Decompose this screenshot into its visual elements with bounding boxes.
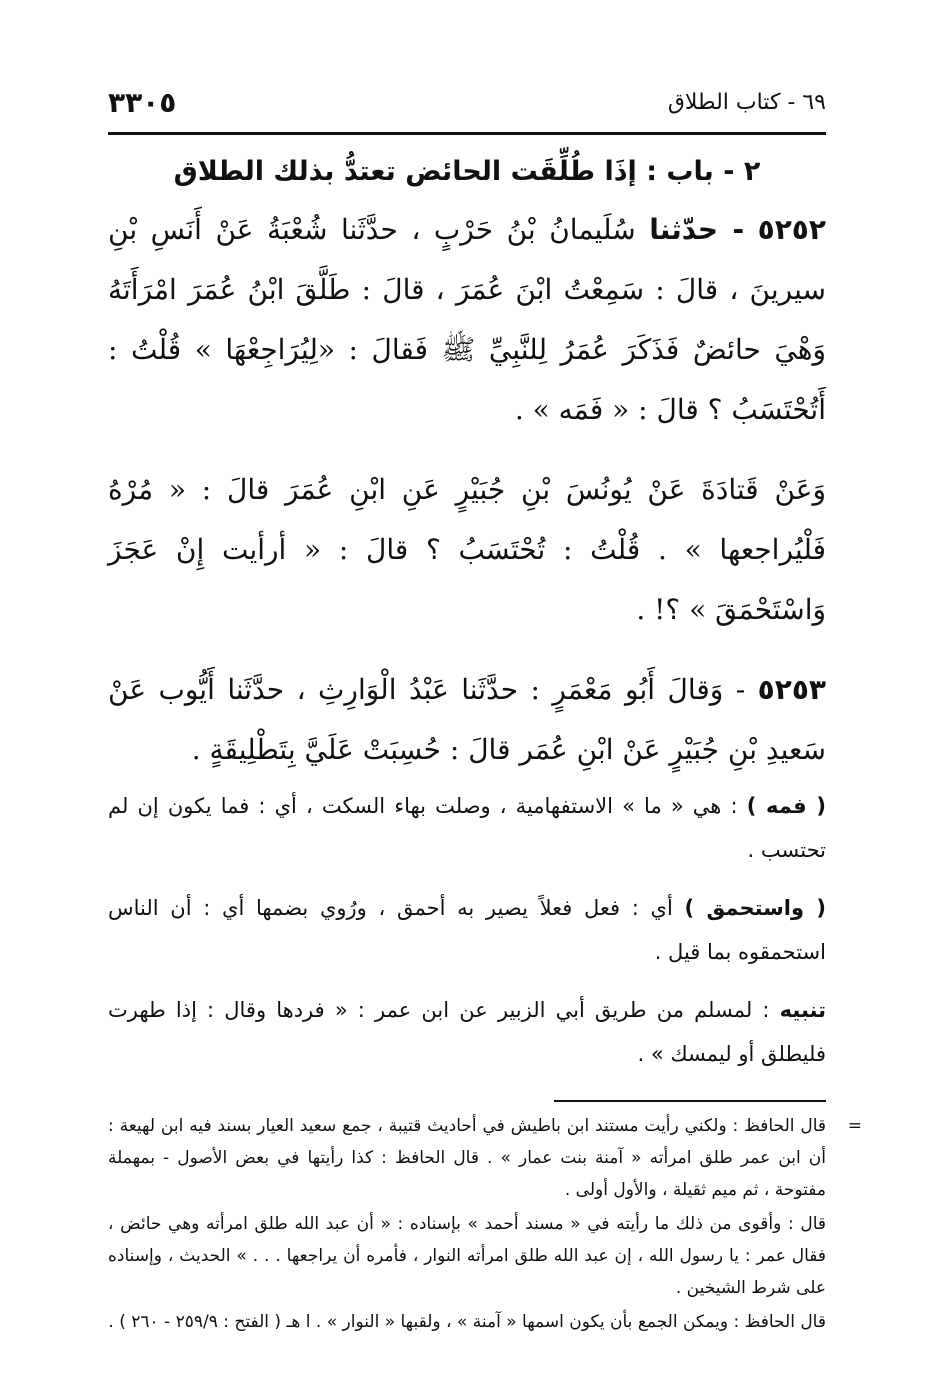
header-rule bbox=[108, 132, 826, 135]
hadith-text: وَعَنْ قَتادَةَ عَنْ يُونُسَ بْنِ جُبَيْرٍ عَنِ ابْنِ عُمَرَ قالَ : « مُرْهُ فَلْيُراجعها » . قُلْتُ : تُحْتَسَبُ ؟ قالَ : « أرأيت إِنْ عَجَزَ وَاسْتَحْمَقَ » ؟! . bbox=[108, 473, 826, 626]
hadith-5252 bbox=[108, 200, 826, 440]
note-text: أي : فعل فعلاً يصير به أحمق ، ورُوي بضمها أي : أن الناس استحمقوه بما قيل . bbox=[108, 896, 826, 964]
page-number: ٣٣٠٥ bbox=[108, 86, 177, 119]
note-term: ( فمه ) bbox=[746, 794, 826, 818]
footnote-separator bbox=[108, 1090, 826, 1102]
note-term: تنبيه bbox=[779, 998, 826, 1022]
note-tanbih bbox=[108, 988, 826, 1076]
chapter-title: ٢ - باب : إذَا طُلِّقَت الحائض تعتدُّ بذلك الطلاق bbox=[173, 156, 761, 187]
hadith-number: ٥٢٥٢ bbox=[757, 213, 826, 246]
note-famah bbox=[108, 784, 826, 872]
hadith-lead: - حدّثنا bbox=[649, 213, 745, 246]
note-term: ( واستحمق ) bbox=[684, 896, 826, 920]
running-header bbox=[108, 78, 826, 124]
hadith-text: - وَقالَ أَبُو مَعْمَرٍ : حدَّثَنا عَبْدُ الْوَارِثِ ، حدَّثَنا أَيُّوب عَنْ سَعيدِ بْنِ جُبَيْرٍ عَنْ ابْنِ عُمَر قالَ : حُسِبَتْ عَلَيَّ بِتَطْلِيقَةٍ . bbox=[108, 673, 826, 766]
book-page bbox=[108, 78, 862, 1332]
footnote-paragraph: قال الحافظ : ويمكن الجمع بأن يكون اسمها « آمنة » ، ولقبها « النوار » . ا هـ ( الفتح : ٢٥٩/٩ - ٢٦٠ ) . bbox=[108, 1312, 826, 1332]
note-istahmaq bbox=[108, 886, 826, 974]
hadith-5252-second-chain bbox=[108, 460, 826, 640]
note-text: : هي « ما » الاستفهامية ، وصلت بهاء السكت ، أي : فما يكون إن لم تحتسب . bbox=[108, 794, 826, 862]
hadith-5253 bbox=[108, 660, 826, 780]
footnote-paragraph: قال : وأقوى من ذلك ما رأيته في « مسند أحمد » بإسناده : « أن عبد الله طلق امرأته وهي حائض ، فقال عمر : يا رسول الله ، إن عبد الله طلق امرأته النوار ، فأمره أن يراجعها . . . » الحديث ، وإسناده على شرط الشيخين . bbox=[108, 1214, 826, 1298]
continuation-mark: = bbox=[847, 1116, 862, 1136]
footnotes bbox=[108, 1110, 862, 1338]
footnote-paragraph: قال الحافظ : ولكني رأيت مستند ابن باطيش في أحاديث قتيبة ، جمع سعيد العيار بسند فيه ابن لهيعة : أن ابن عمر طلق امرأته « آمنة بنت عمار » . قال الحافظ : كذا رأيتها في بعض الأصول - بمهملة مفتوحة ، ثم ميم ثقيلة ، والأول أولى . bbox=[108, 1116, 826, 1200]
chapter-reference: ٦٩ - كتاب الطلاق bbox=[667, 90, 826, 115]
hadith-number: ٥٢٥٣ bbox=[757, 673, 827, 706]
hadith-text: سُلَيمانُ بْنُ حَرْبٍ ، حدَّثَنا شُعْبَةُ عَنْ أَنَسِ بْنِ سيرينَ ، قالَ : سَمِعْتُ ابْنَ عُمَرَ ، قالَ : طَلَّقَ ابْنُ عُمَرَ امْرَأَتَهُ وَهْيَ حائضٌ فَذَكَرَ عُمَرُ لِلنَّبِيِّ ﷺ فَقالَ : «لِيُرَاجِعْهَا » قُلْتُ : أَتُحْتَسَبُ ؟ قالَ : « فَمَه » . bbox=[108, 213, 826, 426]
note-text: : لمسلم من طريق أبي الزبير عن ابن عمر : « فردها وقال : إذا طهرت فليطلق أو ليمسك » . bbox=[108, 998, 826, 1066]
footnote-rule bbox=[554, 1100, 826, 1102]
